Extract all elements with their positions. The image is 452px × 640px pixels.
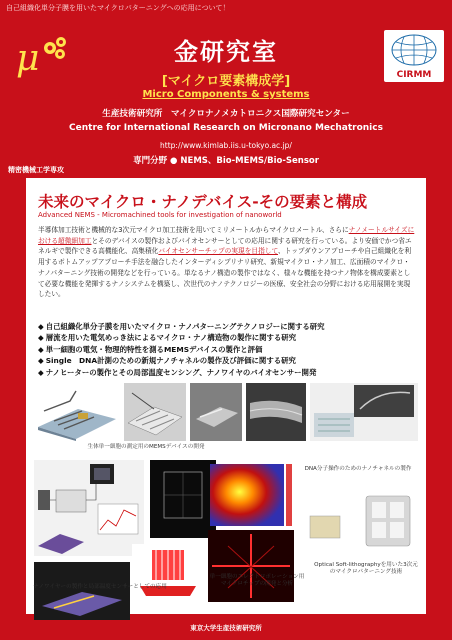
- research-item: ◆ ナノヒーターの製作とその局部温度センシング、ナノワイヤのバイオセンサー開発: [38, 367, 423, 378]
- caption-softlitho: Optical Soft-lithographyを用いた3次元 のマイクロパターニング技術: [314, 562, 418, 575]
- softlitho-image: [302, 490, 418, 558]
- research-item: ◆ 層流を用いた電気めっき法によるマイクロ・ナノ構造物の製作に関する研究: [38, 332, 423, 343]
- mems-device-image: [34, 383, 120, 441]
- electrode-array-image: [132, 544, 206, 600]
- electroporation-image: [208, 530, 294, 602]
- footer: 東京大学生産技術研究所: [190, 624, 262, 632]
- body-text: [38, 225, 416, 300]
- caption-mems: 生体単一細胞の測定用のMEMSデバイスの開発: [87, 444, 205, 450]
- sem-image-1: [190, 383, 242, 441]
- nanowire-image: [34, 562, 130, 620]
- body-text-part: 、トップダウンアプローチや自己組織化を利用するボトムアップアプローチ手法を融合したインターディシプリナリ研究、新規マイクロ・ナノ加工、広面積のマイクロ・ナノパターニング技術の開発などを行っている。単なるナノ構造の製作ではなく、様々な機能を持つナノ物体を構成要素として必要な機能を発揮するナノシステムを構築し、次世代のナノテクノロジーの医療、安全社会の分野における応用展開を実現したい。: [38, 247, 412, 299]
- temperature-map-image: [208, 462, 294, 528]
- lab-name: 金研究室: [174, 38, 278, 66]
- measurement-setup-image: [34, 460, 144, 556]
- top-banner: 自己組織化単分子膜を用いたマイクロパターニングへの応用について！: [6, 4, 230, 12]
- body-text-highlight: ナノメートルサイズにおける超微細加工: [38, 226, 415, 245]
- research-item: ◆ Single DNA計測のための新規ナノチャネルの製作及び評価に関する研究: [38, 355, 423, 366]
- research-item: ◆ 自己組織化単分子膜を用いたマイクロ・ナノパターニングテクノロジーに関する研究: [38, 321, 423, 332]
- body-text-part: 半導体加工技術と機械的な3次元マイクロ加工技術を用いてミリメートルからマイクロメートル、さらに: [38, 226, 349, 234]
- sem-image-2: [246, 383, 306, 441]
- subtitle-en: Micro Components & systems: [142, 89, 310, 100]
- institute-jp: 生産技術研究所 マイクロナノメカトロニクス国際研究センター: [102, 109, 350, 119]
- research-list: [38, 321, 423, 378]
- panel-subtitle: Advanced NEMS - Micromachined tools for investigation of nanoworld: [38, 211, 282, 219]
- svg-text:μ: μ: [16, 38, 40, 79]
- department: 精密機械工学専攻: [8, 166, 64, 174]
- body-text-part: とそのデバイスの製作およびバイオセンサーとしての応用に関する研究を行っている。より安価でかつ省エネルギで製作できる高機能化、高集積化: [38, 236, 412, 256]
- lab-url[interactable]: http://www.kimlab.iis.u-tokyo.ac.jp/: [160, 141, 292, 150]
- research-item: ◆ 単一細胞の電気・物理的特性を測るMEMSデバイスの製作と評価: [38, 344, 423, 355]
- research-field: 専門分野 ● NEMS、Bio-MEMS/Bio-Sensor: [133, 156, 319, 166]
- content-panel: [26, 178, 426, 614]
- caption-electroporation: 単一細胞のエレクトロポレーション用 マイクロチップの開発と分析: [209, 574, 305, 587]
- caption-dna: DNA分子操作のためのナノチャネルの製作: [304, 466, 412, 472]
- body-text-highlight: バイオセンサーチップの実現を目指して: [158, 247, 279, 256]
- caption-nanowire: ナノワイヤーの製作と局部温度センサーとしての応用: [33, 584, 167, 590]
- chip-render-image: [124, 383, 186, 441]
- subtitle-jp: [マイクロ要素構成学]: [161, 74, 291, 89]
- dna-nanochannel-image: [310, 383, 418, 441]
- panel-title: 未来のマイクロ・ナノデバイス-その要素と構成: [38, 193, 368, 211]
- institute-en: Centre for International Research on Micronano Mechatronics: [69, 123, 383, 133]
- cirmm-logo-text: CIRMM: [396, 70, 432, 80]
- microchip-dark-image: [150, 460, 216, 538]
